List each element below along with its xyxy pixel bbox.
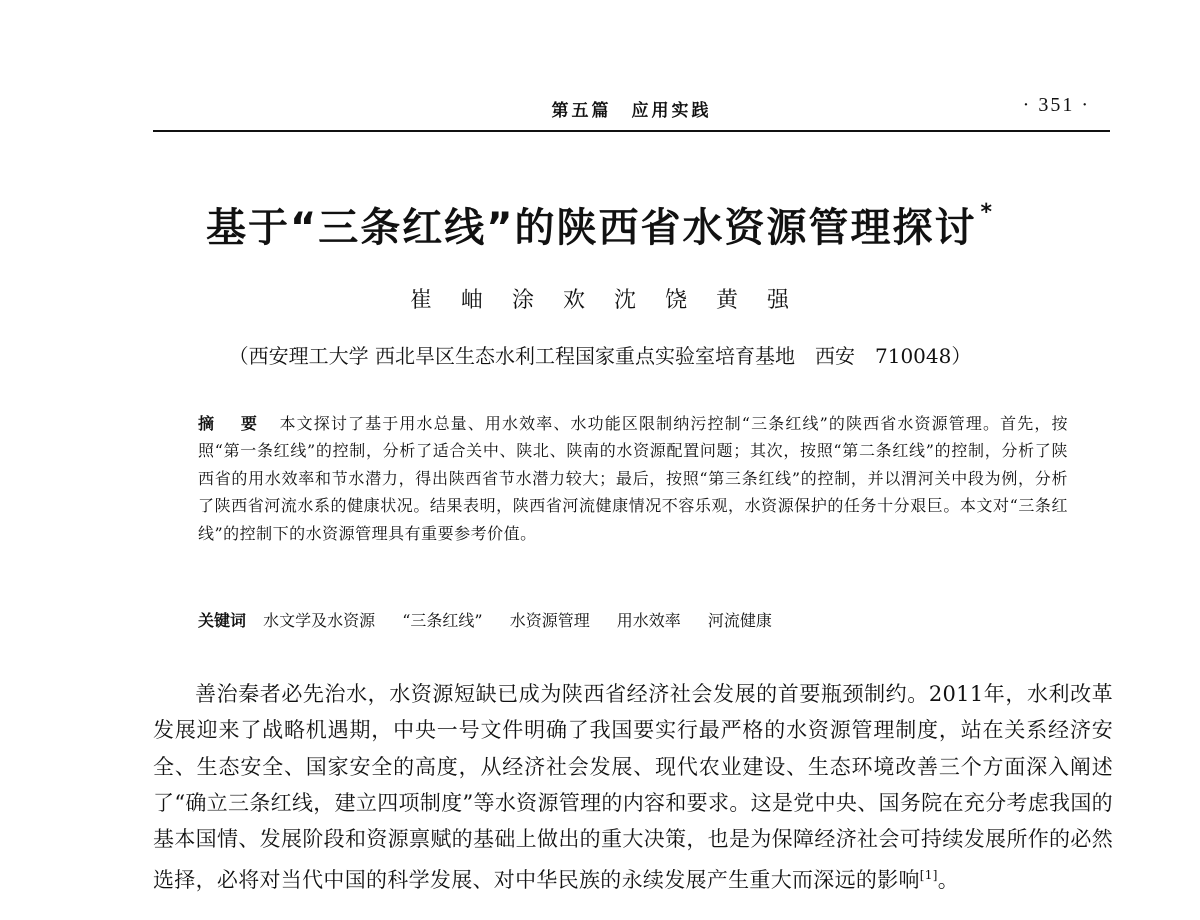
body-paragraph [153,676,1113,899]
keywords [198,608,1068,631]
title-footnote-mark: * [980,199,995,225]
keyword-item: 水文学及水资源 [263,611,376,630]
abstract [198,410,1068,547]
paper-title-text: 基于“三条红线”的陕西省水资源管理探讨 [205,205,977,251]
header-page-number: · 351 · [1022,94,1090,116]
affiliation: （西安理工大学 西北旱区生态水利工程国家重点实验室培育基地 西安 710048） [228,344,972,368]
keyword-item: 用水效率 [616,611,681,630]
keyword-item: 水资源管理 [509,611,590,630]
abstract-label: 摘 要 [198,414,268,433]
header-section-title: 第五篇 应用实践 [551,101,712,121]
keyword-item: 河流健康 [707,611,772,630]
running-header [153,96,1110,126]
author-list: 崔 岫 涂 欢 沈 饶 黄 强 [410,288,790,313]
paper-title [0,196,1200,253]
header-rule [153,130,1110,132]
abstract-text: 本文探讨了基于用水总量、用水效率、水功能区限制纳污控制“三条红线”的陕西省水资源管理。首先，按照“第一条红线”的控制，分析了适合关中、陕北、陕南的水资源配置问题；其次，按照“第二条红线”的控制，分析了陕西省的用水效率和节水潜力，得出陕西省节水潜力较大；最后，按照“第三条红线”的控制，并以渭河关中段为例，分析了陕西省河流水系的健康状况。结果表明，陕西省河流健康情况不容乐观，水资源保护的任务十分艰巨。本文对“三条红线”的控制下的水资源管理具有重要参考价值。 [198,414,1068,543]
keywords-label: 关键词 [198,611,247,630]
body-paragraph-text: 善治秦者必先治水，水资源短缺已成为陕西省经济社会发展的首要瓶颈制约。2011年，水利改革发展迎来了战略机遇期，中央一号文件明确了我国要实行最严格的水资源管理制度，站在关系经济安全、生态安全、国家安全的高度，从经济社会发展、现代农业建设、生态环境改善三个方面深入阐述了“确立三条红线，建立四项制度”等水资源管理的内容和要求。这是党中央、国务院在充分考虑我国的基本国情、发展阶段和资源禀赋的基础上做出的重大决策，也是为保障经济社会可持续发展所作的必然选择，必将对当代中国的科学发展、对中华民族的永续发展产生重大而深远的影响 [153,682,1113,893]
keyword-item: “三条红线” [402,611,483,630]
body-paragraph-end: 。 [937,868,960,893]
citation-reference[interactable]: [1] [919,868,938,883]
